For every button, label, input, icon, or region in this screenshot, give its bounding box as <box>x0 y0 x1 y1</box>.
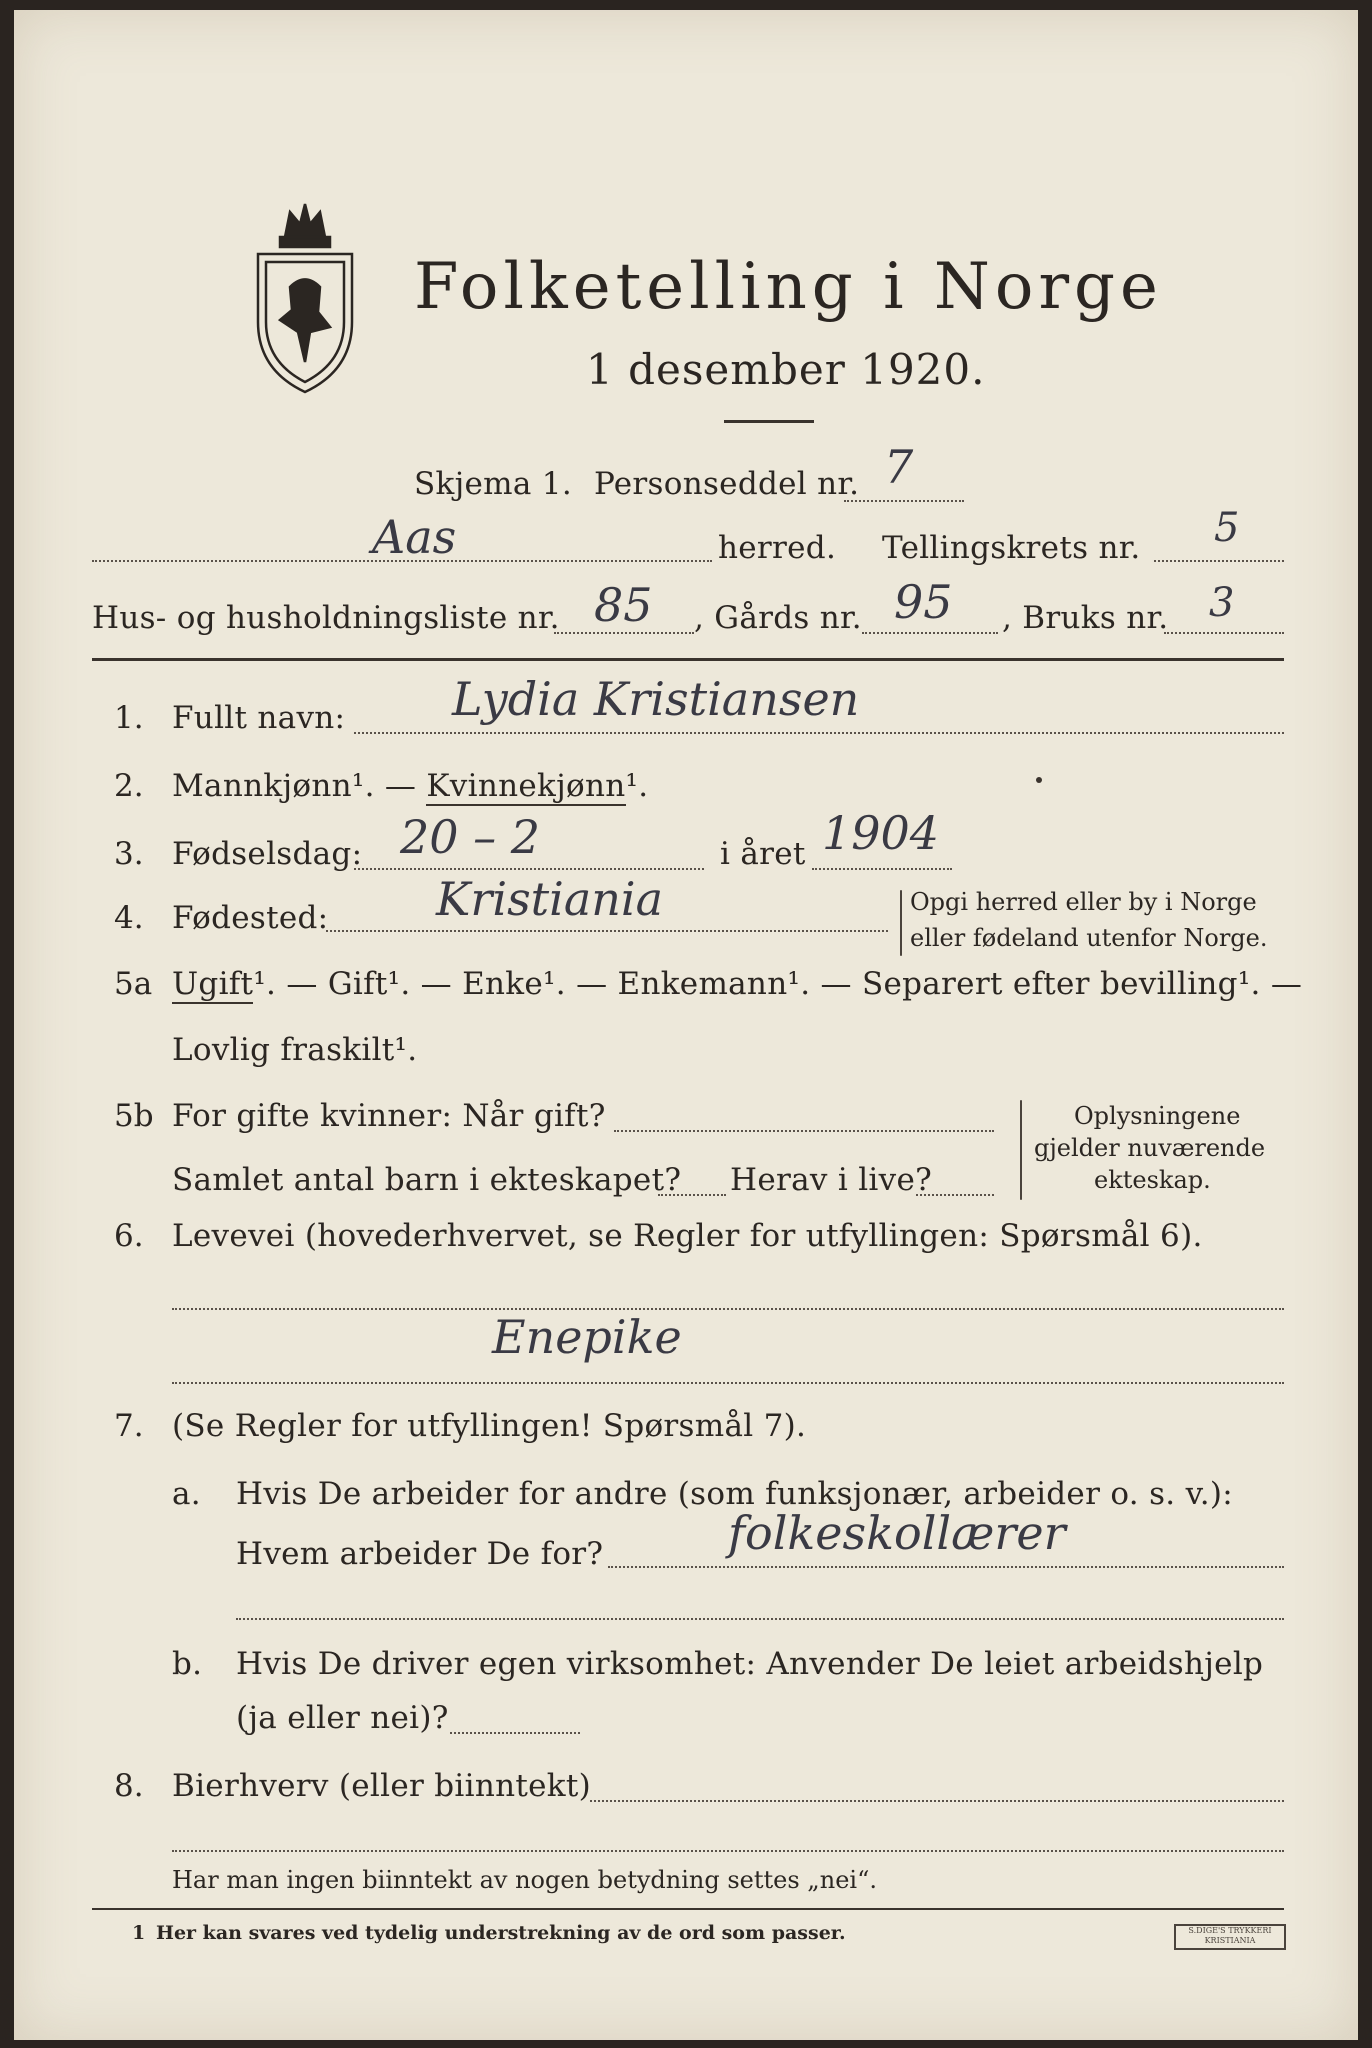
q3-day-field-line <box>354 868 704 870</box>
q2-number: 2. <box>114 768 144 804</box>
q5b-children-label: Samlet antal barn i ekteskapet? <box>172 1162 682 1198</box>
q5b-children-field-line <box>658 1194 726 1196</box>
q8-note: Har man ingen biinntekt av nogen betydning settes „nei“. <box>172 1866 877 1894</box>
q7-label: (Se Regler for utfyllingen! Spørsmål 7). <box>172 1408 807 1444</box>
q2-footnote-mark: ¹. <box>625 768 649 804</box>
q1-field-line <box>354 732 1284 734</box>
q8-extra-field-line <box>172 1850 1284 1852</box>
header-divider <box>92 658 1284 661</box>
birth-date-value[interactable]: 20 – 2 <box>400 810 541 864</box>
gards-value[interactable]: 95 <box>894 575 953 629</box>
skjema-label: Skjema 1. <box>414 466 572 502</box>
q7a-extra-field-line <box>236 1618 1284 1620</box>
q5b-note-line2: gjelder nuværende <box>1034 1134 1266 1162</box>
q6-number: 6. <box>114 1218 144 1254</box>
herred-label: herred. <box>718 530 837 566</box>
q5b-alive-label: Herav i live? <box>730 1162 933 1198</box>
q7b-field-line <box>450 1732 580 1734</box>
tellingskrets-label: Tellingskrets nr. <box>882 530 1141 566</box>
gards-field-line <box>862 632 998 634</box>
q2-female-option[interactable]: Kvinnekjønn <box>426 768 626 804</box>
footnote-text: Her kan svares ved tydelig understrekning av de ord som passer. <box>156 1922 846 1944</box>
q7b-text: Hvis De driver egen virksomhet: Anvender De leiet arbeidshjelp <box>236 1646 1264 1682</box>
bruks-value[interactable]: 3 <box>1209 580 1235 626</box>
q3-label: Fødselsdag: <box>172 836 363 872</box>
q6-field-line-1 <box>172 1308 1284 1310</box>
printer-stamp-line2: KRISTIANIA <box>1204 1936 1256 1945</box>
q5a-marital-options <box>172 966 1302 1002</box>
q3-year-label: i året <box>720 836 806 872</box>
full-name-value[interactable]: Lydia Kristiansen <box>452 672 860 726</box>
q3-number: 3. <box>114 836 144 872</box>
tellingskrets-field-line <box>1154 560 1284 562</box>
personseddel-value[interactable]: 7 <box>884 440 914 494</box>
bruks-field-line <box>1164 632 1284 634</box>
q5b-alive-field-line <box>916 1194 994 1196</box>
tellingskrets-value[interactable]: 5 <box>1214 505 1240 551</box>
footnote-mark: 1 <box>132 1922 146 1944</box>
q2-sex-options <box>172 768 648 804</box>
gards-label: , Gårds nr. <box>694 600 862 636</box>
employer-value[interactable]: folkeskollærer <box>728 1506 1066 1560</box>
q4-note-brace <box>900 890 902 956</box>
q7b-yesno-label: (ja eller nei)? <box>236 1700 449 1736</box>
q7a-letter: a. <box>172 1476 201 1512</box>
personseddel-label: Personseddel nr. <box>594 466 860 502</box>
q7a-employer-field-line <box>608 1566 1284 1568</box>
q4-note-line1: Opgi herred eller by i Norge <box>910 888 1257 916</box>
bruks-label: , Bruks nr. <box>1002 600 1169 636</box>
q7a-employer-label: Hvem arbeider De for? <box>236 1536 604 1572</box>
q5b-note-brace <box>1020 1100 1022 1200</box>
q4-field-line <box>326 930 888 932</box>
norway-coat-of-arms-icon <box>250 192 360 402</box>
q5b-note-line3: ekteskap. <box>1094 1166 1211 1194</box>
q3-year-field-line <box>812 868 952 870</box>
q6-field-line-2 <box>172 1382 1284 1384</box>
husholdningsliste-field-line <box>554 632 694 634</box>
q5a-other-options[interactable]: ¹. — Gift¹. — Enke¹. — Enkemann¹. — Separert efter bevilling¹. — <box>253 966 1303 1002</box>
q4-number: 4. <box>114 900 144 936</box>
footer-divider <box>92 1908 1284 1910</box>
personseddel-field-line <box>844 500 964 502</box>
q7b-letter: b. <box>172 1646 203 1682</box>
census-date: 1 desember 1920. <box>586 345 986 394</box>
herred-value[interactable]: Aas <box>372 510 457 564</box>
q5a-number: 5a <box>114 966 153 1002</box>
birth-year-value[interactable]: 1904 <box>822 806 940 860</box>
printer-stamp <box>1174 1924 1286 1950</box>
q7-number: 7. <box>114 1408 144 1444</box>
q4-note-line2: eller fødeland utenfor Norge. <box>910 924 1268 952</box>
q2-male-option[interactable]: Mannkjønn¹. — <box>172 768 427 804</box>
q6-label: Levevei (hovederhvervet, se Regler for utfyllingen: Spørsmål 6). <box>172 1218 1203 1254</box>
q8-field-line <box>590 1800 1284 1802</box>
q8-number: 8. <box>114 1768 144 1804</box>
occupation-value[interactable]: Enepike <box>492 1310 682 1364</box>
q5a-ugift-option[interactable]: Ugift <box>172 966 254 1002</box>
title-divider <box>724 420 814 423</box>
birthplace-value[interactable]: Kristiania <box>436 872 664 926</box>
ink-dot <box>1036 777 1042 783</box>
q7a-text: Hvis De arbeider for andre (som funksjonær, arbeider o. s. v.): <box>236 1476 1234 1512</box>
q1-number: 1. <box>114 700 144 736</box>
form-title: Folketelling i Norge <box>414 250 1163 324</box>
q5b-label: For gifte kvinner: Når gift? <box>172 1098 606 1134</box>
census-form-sheet <box>14 10 1358 2040</box>
q5b-when-field-line <box>614 1130 994 1132</box>
q8-label: Bierhverv (eller biinntekt) <box>172 1768 592 1804</box>
printer-stamp-line1: S.DIGE'S TRYKKERI <box>1188 1926 1272 1935</box>
q5b-note-line1: Oplysningene <box>1074 1102 1241 1130</box>
q5b-number: 5b <box>114 1098 154 1134</box>
husholdningsliste-label: Hus- og husholdningsliste nr. <box>92 600 560 636</box>
q1-label: Fullt navn: <box>172 700 346 736</box>
q5a-fraskilt-option[interactable]: Lovlig fraskilt¹. <box>172 1032 418 1068</box>
husholdningsliste-value[interactable]: 85 <box>594 578 653 632</box>
q4-label: Fødested: <box>172 900 329 936</box>
